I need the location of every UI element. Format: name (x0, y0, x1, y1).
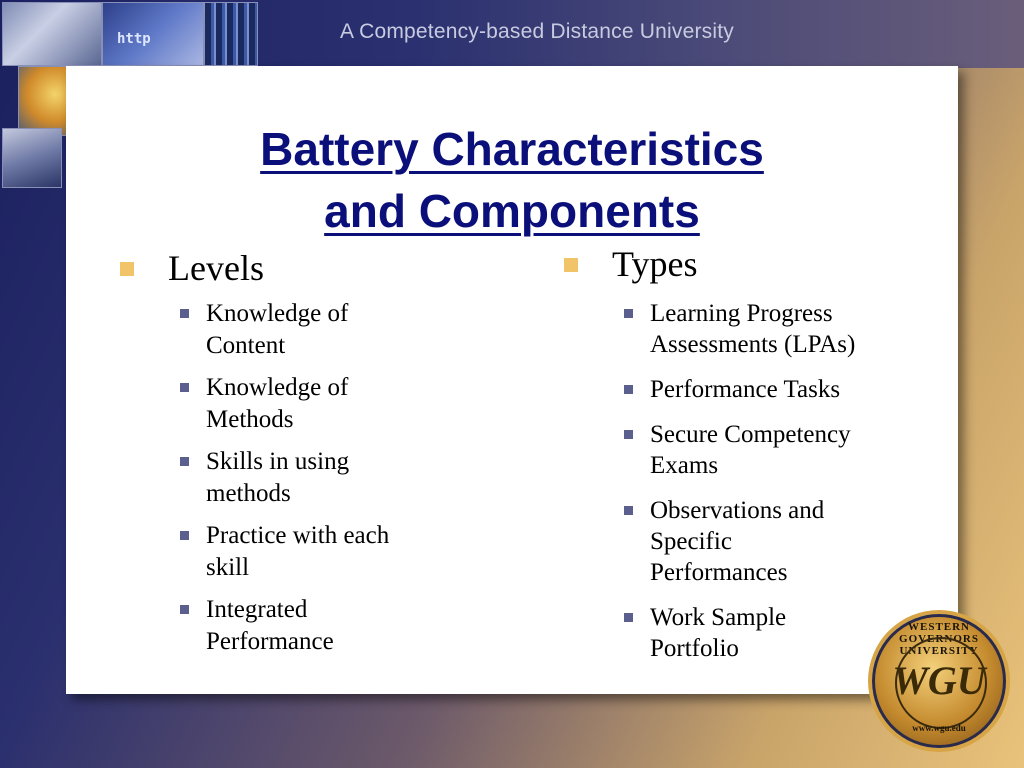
square-bullet-icon (180, 605, 189, 614)
people-photo (2, 2, 102, 66)
seal-url: www.wgu.edu (912, 723, 966, 733)
square-bullet-icon (624, 430, 633, 439)
header-banner (0, 0, 1024, 68)
wgu-seal-logo (872, 614, 1006, 748)
list-item: Knowledge of Methods (116, 372, 446, 436)
list-item: Observations and Specific Performances (560, 495, 920, 588)
types-heading: Types (560, 244, 920, 284)
data-photo (204, 2, 258, 66)
slide-content (66, 66, 958, 694)
square-bullet-icon (120, 262, 134, 276)
square-bullet-icon (180, 531, 189, 540)
list-item: Performance Tasks (560, 374, 920, 405)
seal-monogram: WGU (892, 658, 986, 703)
square-bullet-icon (624, 613, 633, 622)
square-bullet-icon (624, 506, 633, 515)
office-photo (2, 128, 62, 188)
seal-ring-text: WESTERN GOVERNORS UNIVERSITY (899, 621, 979, 657)
list-item: Skills in using methods (116, 446, 446, 510)
web-photo (102, 2, 204, 66)
title-line-1: Battery Characteristics (260, 123, 764, 175)
list-item: Secure Competency Exams (560, 419, 920, 481)
square-bullet-icon (180, 383, 189, 392)
list-item: Practice with each skill (116, 520, 446, 584)
title-line-2: and Components (324, 185, 700, 237)
slide-title (66, 118, 958, 242)
square-bullet-icon (180, 309, 189, 318)
square-bullet-icon (624, 309, 633, 318)
university-tagline: A Competency-based Distance University (340, 20, 734, 43)
square-bullet-icon (624, 385, 633, 394)
square-bullet-icon (180, 457, 189, 466)
list-item: Integrated Performance (116, 594, 446, 658)
levels-heading: Levels (116, 248, 446, 288)
types-column (560, 244, 920, 664)
http-label: http (117, 31, 151, 47)
list-item: Learning Progress Assessments (LPAs) (560, 298, 920, 360)
list-item: Knowledge of Content (116, 298, 446, 362)
square-bullet-icon (564, 258, 578, 272)
list-item: Work Sample Portfolio (560, 602, 920, 664)
levels-column (116, 248, 446, 658)
